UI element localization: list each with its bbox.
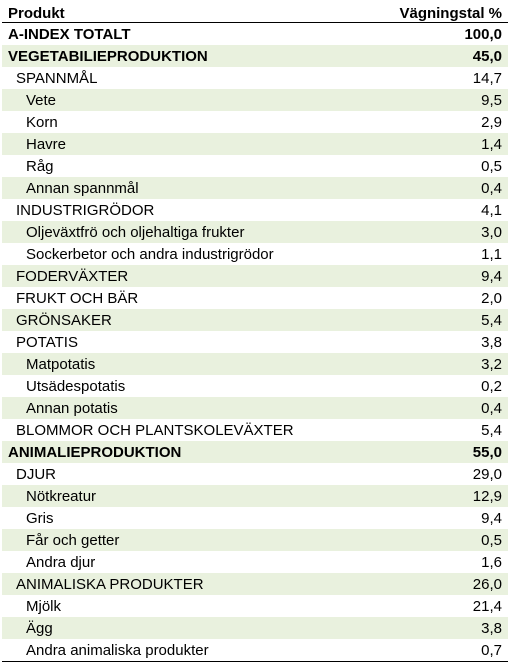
row-value: 9,4 (481, 509, 502, 527)
row-value: 3,0 (481, 223, 502, 241)
table-row (2, 551, 508, 573)
row-label: Mjölk (26, 597, 62, 615)
table-row (2, 573, 508, 595)
row-value: 4,1 (481, 201, 502, 219)
row-value: 45,0 (472, 47, 502, 65)
table-row (2, 89, 508, 111)
table-row (2, 375, 508, 397)
table-row (2, 287, 508, 309)
table-row (2, 463, 508, 485)
row-value: 12,9 (472, 487, 502, 505)
row-value: 9,4 (481, 267, 502, 285)
row-label: ANIMALISKA PRODUKTER (16, 575, 204, 593)
row-label: GRÖNSAKER (16, 311, 112, 329)
row-label: SPANNMÅL (16, 69, 98, 87)
row-value: 1,1 (481, 245, 502, 263)
row-value: 0,5 (481, 157, 502, 175)
row-label: Oljeväxtfrö och oljehaltiga frukter (26, 223, 245, 241)
table-row (2, 529, 508, 551)
row-label: Ägg (26, 619, 53, 637)
row-value: 3,2 (481, 355, 502, 373)
row-value: 29,0 (472, 465, 502, 483)
weighting-table (2, 2, 508, 662)
table-row (2, 155, 508, 177)
row-value: 1,6 (481, 553, 502, 571)
row-value: 0,5 (481, 531, 502, 549)
table-row (2, 133, 508, 155)
row-label: A-INDEX TOTALT (8, 25, 131, 43)
row-label: Matpotatis (26, 355, 96, 373)
table-row (2, 67, 508, 89)
table-row (2, 111, 508, 133)
row-label: Andra djur (26, 553, 96, 571)
column-header-product: Produkt (8, 5, 65, 22)
row-label: Vete (26, 91, 57, 109)
row-value: 3,8 (481, 333, 502, 351)
row-label: Annan potatis (26, 399, 118, 417)
table-row (2, 353, 508, 375)
row-value: 0,7 (481, 641, 502, 659)
row-label: Får och getter (26, 531, 120, 549)
row-value: 3,8 (481, 619, 502, 637)
row-value: 2,9 (481, 113, 502, 131)
table-row (2, 441, 508, 463)
row-label: Annan spannmål (26, 179, 139, 197)
row-value: 26,0 (472, 575, 502, 593)
row-label: FRUKT OCH BÄR (16, 289, 139, 307)
table-row (2, 507, 508, 529)
row-value: 14,7 (472, 69, 502, 87)
row-value: 0,2 (481, 377, 502, 395)
table-row (2, 45, 508, 67)
table-header (2, 2, 508, 23)
row-label: Gris (26, 509, 54, 527)
column-header-weight: Vägningstal % (399, 5, 502, 22)
row-value: 0,4 (481, 399, 502, 417)
row-label: POTATIS (16, 333, 78, 351)
row-value: 55,0 (472, 443, 502, 461)
row-value: 21,4 (472, 597, 502, 615)
row-label: Utsädespotatis (26, 377, 126, 395)
row-value: 5,4 (481, 311, 502, 329)
table-body (2, 23, 508, 661)
row-value: 2,0 (481, 289, 502, 307)
table-row (2, 397, 508, 419)
row-value: 100,0 (464, 25, 502, 43)
row-label: VEGETABILIEPRODUKTION (8, 47, 208, 65)
table-row (2, 199, 508, 221)
row-label: BLOMMOR OCH PLANTSKOLEVÄXTER (16, 421, 294, 439)
table-row (2, 221, 508, 243)
table-row (2, 265, 508, 287)
table-row (2, 309, 508, 331)
row-value: 1,4 (481, 135, 502, 153)
row-label: INDUSTRIGRÖDOR (16, 201, 155, 219)
row-label: ANIMALIEPRODUKTION (8, 443, 182, 461)
table-row (2, 243, 508, 265)
row-label: Korn (26, 113, 58, 131)
table-row (2, 419, 508, 441)
table-row (2, 639, 508, 661)
row-label: DJUR (16, 465, 56, 483)
row-label: FODERVÄXTER (16, 267, 129, 285)
row-label: Råg (26, 157, 54, 175)
table-row (2, 331, 508, 353)
row-label: Nötkreatur (26, 487, 97, 505)
row-label: Sockerbetor och andra industrigrödor (26, 245, 274, 263)
row-label: Havre (26, 135, 67, 153)
table-row (2, 485, 508, 507)
table-row (2, 23, 508, 45)
row-value: 0,4 (481, 179, 502, 197)
table-row (2, 177, 508, 199)
row-value: 5,4 (481, 421, 502, 439)
table-row (2, 617, 508, 639)
row-value: 9,5 (481, 91, 502, 109)
row-label: Andra animaliska produkter (26, 641, 209, 659)
table-row (2, 595, 508, 617)
